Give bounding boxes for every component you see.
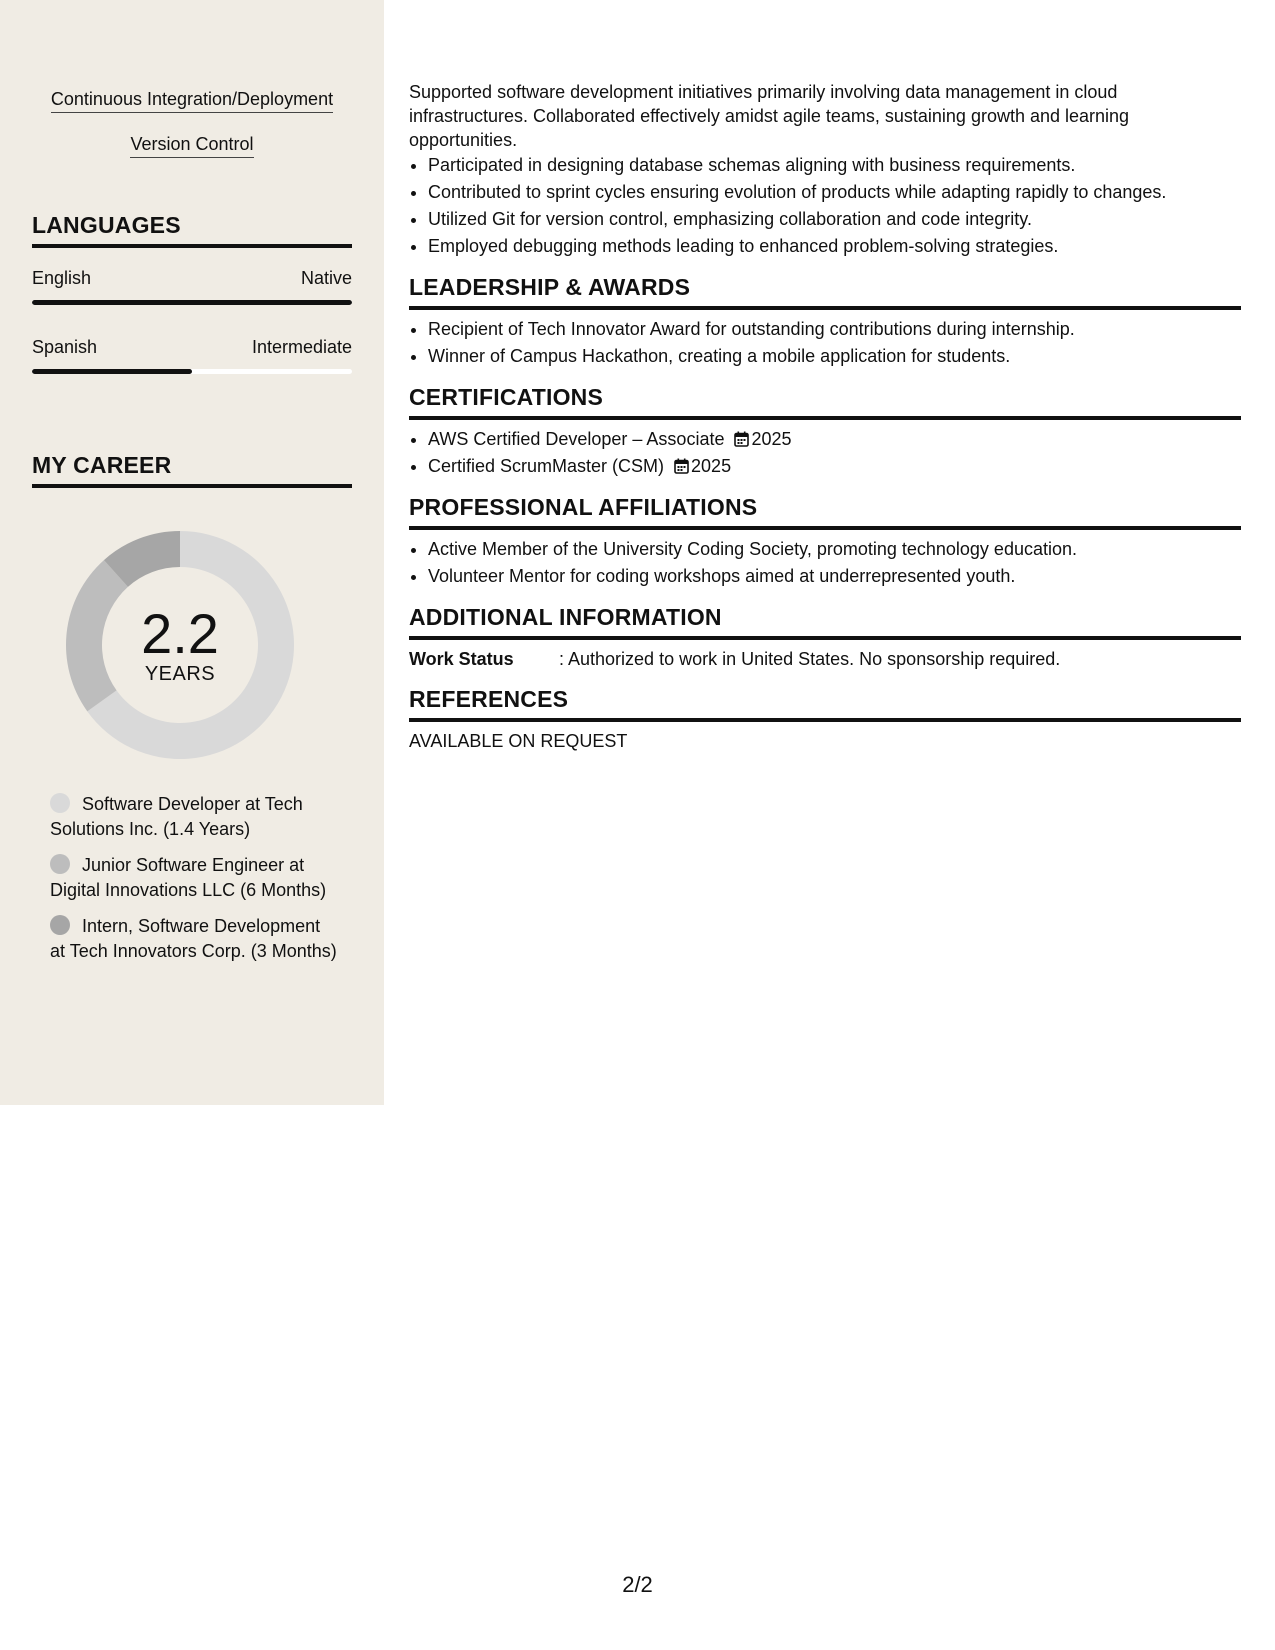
language-bar-fill	[32, 369, 192, 374]
list-item: • Active Member of the University Coding Society, promoting technology education.	[428, 536, 1241, 563]
list-item	[428, 426, 1241, 453]
career-legend	[50, 792, 340, 975]
language-level: Intermediate	[251, 337, 352, 357]
career-item-label: Intern, Software Development at Tech Innovators Corp. (3 Months)	[50, 916, 337, 961]
career-total-unit: YEARS	[144, 663, 216, 685]
career-legend-item	[50, 792, 340, 841]
donut-center	[66, 531, 294, 759]
leadership-list	[409, 316, 1241, 370]
certifications-list	[409, 426, 1241, 480]
list-item: • Recipient of Tech Innovator Award for outstanding contributions during internship.	[428, 316, 1241, 343]
leadership-heading: LEADERSHIP & AWARDS	[409, 274, 1241, 310]
career-item-label: Software Developer at Tech Solutions Inc. (1.4 Years)	[50, 794, 303, 839]
language-name: Spanish	[32, 337, 98, 357]
list-item: • Contributed to sprint cycles ensuring evolution of products while adapting rapidly to changes.	[428, 179, 1241, 206]
work-status-label: Work Status	[409, 649, 514, 669]
main-content	[409, 80, 1241, 754]
legend-dot-icon	[50, 854, 70, 874]
work-status-row	[409, 646, 1241, 672]
language-bar	[32, 300, 352, 305]
language-row	[32, 337, 352, 358]
experience-bullets	[409, 152, 1241, 260]
affiliations-list	[409, 536, 1241, 590]
list-item	[428, 453, 1241, 480]
certifications-heading: CERTIFICATIONS	[409, 384, 1241, 420]
references-text: AVAILABLE ON REQUEST	[409, 731, 628, 751]
language-name: English	[32, 268, 92, 288]
list-item: • Employed debugging methods leading to enhanced problem-solving strategies.	[428, 233, 1241, 260]
list-item: • Winner of Campus Hackathon, creating a mobile application for students.	[428, 343, 1241, 370]
additional-info-heading: ADDITIONAL INFORMATION	[409, 604, 1241, 640]
career-donut-chart	[66, 531, 294, 759]
language-bar-fill	[32, 300, 352, 305]
certification-year: 2025	[691, 456, 732, 476]
list-item: • Participated in designing database schemas aligning with business requirements.	[428, 152, 1241, 179]
references-heading: REFERENCES	[409, 686, 1241, 722]
certification-name: Certified ScrumMaster (CSM)	[428, 456, 665, 476]
skill-tag: Version Control	[130, 133, 253, 158]
language-level: Native	[300, 268, 352, 288]
certification-name: AWS Certified Developer – Associate	[428, 429, 725, 449]
page-number: 2/2	[622, 1572, 653, 1597]
certification-year: 2025	[751, 429, 792, 449]
legend-dot-icon	[50, 915, 70, 935]
calendar-icon	[674, 458, 689, 474]
list-item: • Utilized Git for version control, emphasizing collaboration and code integrity.	[428, 206, 1241, 233]
legend-dot-icon	[50, 793, 70, 813]
language-row	[32, 268, 352, 289]
career-legend-item	[50, 914, 340, 963]
career-item-label: Junior Software Engineer at Digital Innovations LLC (6 Months)	[50, 855, 327, 900]
work-status-value: : Authorized to work in United States. No sponsorship required.	[559, 649, 1061, 669]
career-heading: MY CAREER	[32, 452, 352, 488]
career-legend-item	[50, 853, 340, 902]
sidebar	[0, 0, 384, 1105]
language-bar	[32, 369, 352, 374]
experience-summary: Supported software development initiatives primarily involving data management in cloud infrastructures. Collaborated effectively amidst agile teams, sustaining growth and learning opportunities.	[409, 82, 1130, 150]
skill-tag: Continuous Integration/Deployment	[51, 88, 333, 113]
calendar-icon	[734, 431, 749, 447]
career-total-years: 2.2	[141, 602, 219, 665]
skills-list	[0, 88, 384, 158]
list-item: • Volunteer Mentor for coding workshops aimed at underrepresented youth.	[428, 563, 1241, 590]
affiliations-heading: PROFESSIONAL AFFILIATIONS	[409, 494, 1241, 530]
languages-heading: LANGUAGES	[32, 212, 352, 248]
